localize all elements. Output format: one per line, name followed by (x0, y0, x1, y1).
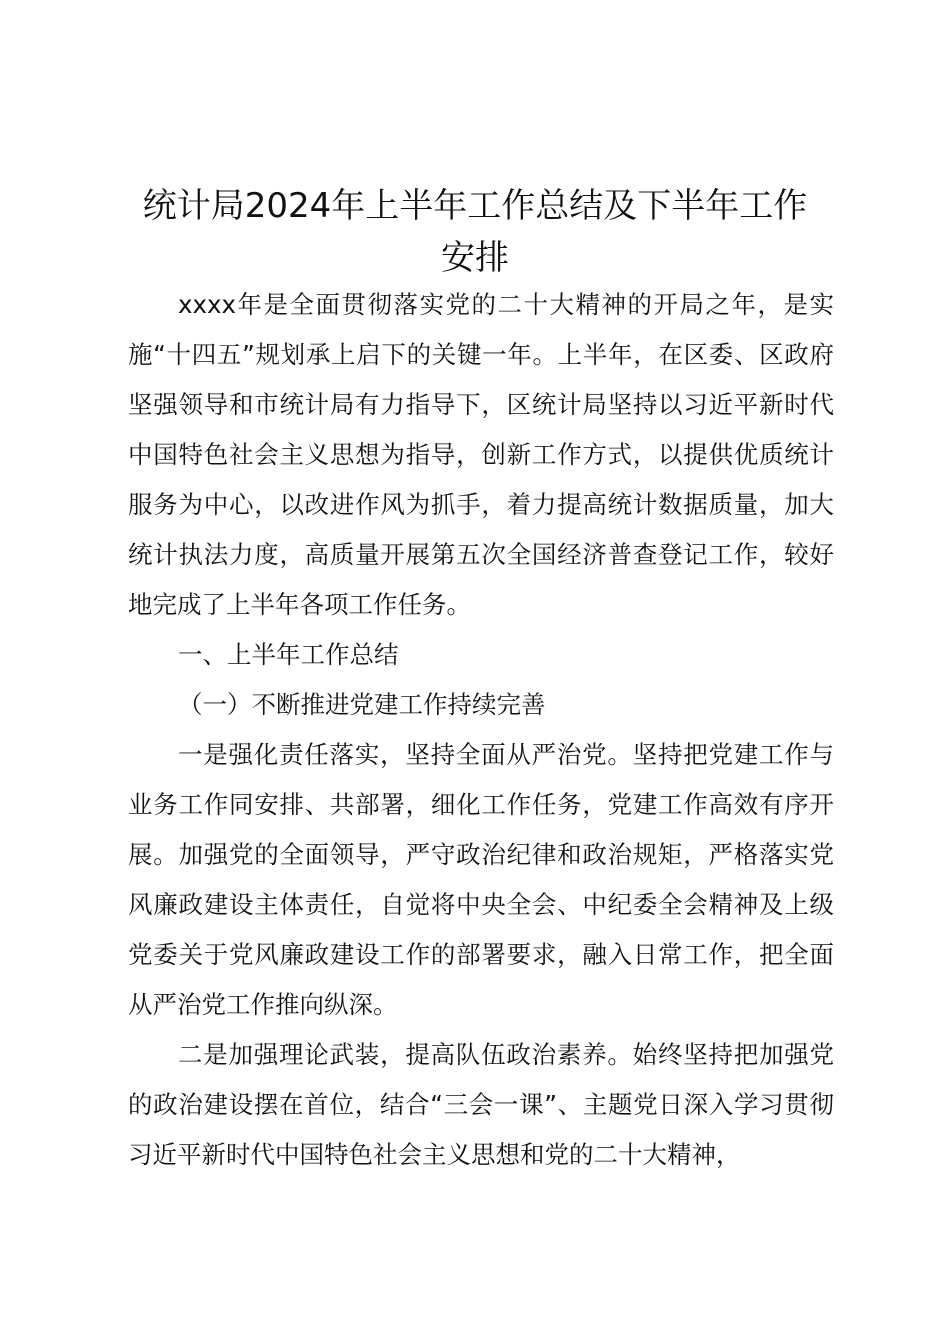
title-line-1: 统计局2024年上半年工作总结及下半年工作 (142, 186, 808, 226)
paragraph-point-1: 一是强化责任落实，坚持全面从严治党。坚持把党建工作与业务工作同安排、共部署，细化工作任务，党建工作高效有序开展。加强党的全面领导，严守政治纪律和政治规矩，严格落实党风廉政建设主体责任，自觉将中央全会、中纪委全会精神及上级党委关于党风廉政建设工作的部署要求，融入日常工作，把全面从严治党工作推向纵深。 (128, 740, 834, 1019)
document-body (128, 280, 834, 1180)
paragraph-intro: xxxx年是全面贯彻落实党的二十大精神的开局之年，是实施“十四五”规划承上启下的关键一年。上半年，在区委、区政府坚强领导和市统计局有力指导下，区统计局坚持以习近平新时代中国特色社会主义思想为指导，创新工作方式，以提供优质统计服务为中心，以改进作风为抓手，着力提高统计数据质量，加大统计执法力度，高质量开展第五次全国经济普查登记工作，较好地完成了上半年各项工作任务。 (128, 290, 834, 619)
section-heading-1: 一、上半年工作总结 (178, 640, 399, 669)
subsection-heading-1: （一）不断推进党建工作持续完善 (178, 690, 546, 719)
title-line-2: 安排 (441, 238, 509, 278)
document-title (110, 180, 840, 284)
paragraph-point-2: 二是加强理论武装，提高队伍政治素养。始终坚持把加强党的政治建设摆在首位，结合“三会一课”、主题党日深入学习贯彻习近平新时代中国特色社会主义思想和党的二十大精神， (128, 1040, 834, 1169)
